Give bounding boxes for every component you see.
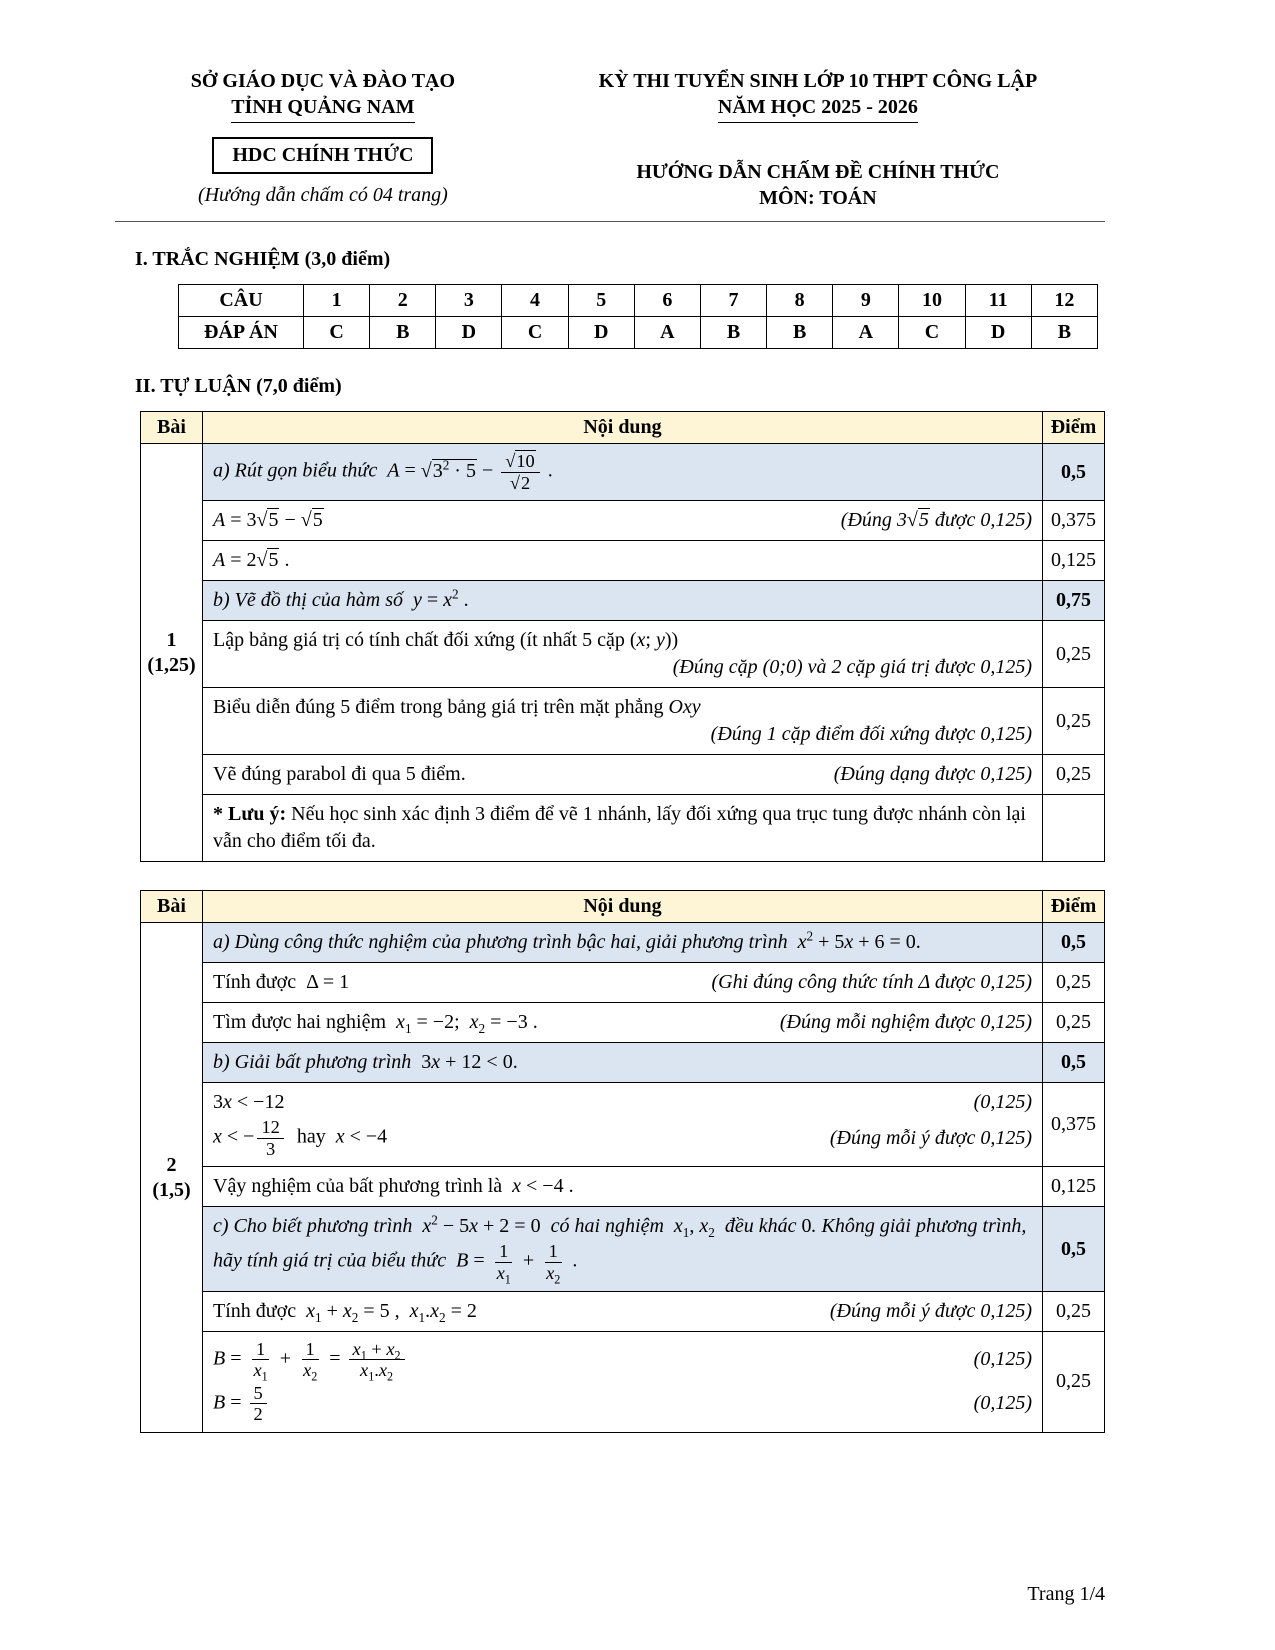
mcq-answer-9: A bbox=[833, 317, 899, 349]
mcq-question-11: 11 bbox=[965, 285, 1031, 317]
subject-title: MÔN: TOÁN bbox=[759, 187, 877, 209]
statement-cell: c) Cho biết phương trình $x^2 - 5x + 2 = 0$ có hai nghiệm $x_1$, $x_2$ đều khác 0. Không giải phương trình, hãy tính giá trị của biểu thức B = $\frac{1}{x_1}$ + $\frac{1}{x_2}$ . bbox=[203, 1207, 1043, 1291]
mcq-label-dapan: ĐÁP ÁN bbox=[179, 317, 304, 349]
mcq-answer-6: A bbox=[634, 317, 700, 349]
exam-title: KỲ THI TUYỂN SINH LỚP 10 THPT CÔNG LẬP bbox=[598, 70, 1038, 92]
score-cell: 0,5 bbox=[1043, 1043, 1105, 1083]
statement-cell: b) Vẽ đồ thị của hàm số $y = x^2$ . bbox=[203, 581, 1043, 621]
essay-table-2 bbox=[140, 890, 1105, 1433]
solution-cell: 3x < −12 (0,125) x < − $\frac{12}{3}$ hay x < −4 (Đúng mỗi ý được 0,125) bbox=[203, 1083, 1043, 1167]
essay-header-bai: Bài bbox=[141, 412, 203, 444]
mcq-answer-3: D bbox=[436, 317, 502, 349]
province-name: TỈNH QUẢNG NAM bbox=[231, 94, 414, 123]
score-cell bbox=[1043, 795, 1105, 862]
statement-cell: a) Dùng công thức nghiệm của phương trình bậc hai, giải phương trình $x^2 + 5x + 6 = 0$. bbox=[203, 923, 1043, 963]
score-cell: 0,25 bbox=[1043, 1003, 1105, 1043]
mcq-answer-table bbox=[178, 284, 1098, 349]
mcq-question-7: 7 bbox=[700, 285, 766, 317]
score-cell: 0,25 bbox=[1043, 688, 1105, 755]
solution-cell: Vẽ đúng parabol đi qua 5 điểm. (Đúng dạng được 0,125) bbox=[203, 755, 1043, 795]
page-number: Trang 1/4 bbox=[1027, 1583, 1105, 1605]
problem-number: 1 (1,25) bbox=[141, 444, 203, 862]
header-left-block bbox=[115, 68, 531, 211]
statement-cell: a) Rút gọn biểu thức $A = √3^2 \cdot 5$ − $\frac{√10}{√2}$ . bbox=[203, 444, 1043, 501]
essay-header-noidung: Nội dung bbox=[203, 412, 1043, 444]
official-stamp: HDC CHÍNH THỨC bbox=[212, 137, 433, 174]
essay-tables bbox=[115, 411, 1105, 1433]
score-cell: 0,375 bbox=[1043, 1083, 1105, 1167]
school-year: NĂM HỌC 2025 - 2026 bbox=[718, 94, 918, 123]
mcq-question-12: 12 bbox=[1031, 285, 1097, 317]
problem-number: 2 (1,5) bbox=[141, 923, 203, 1433]
solution-cell: Tính được $x_1 + x_2 = 5$ , $x_1.x_2 = 2$ (Đúng mỗi ý được 0,125) bbox=[203, 1291, 1043, 1331]
mcq-question-2: 2 bbox=[370, 285, 436, 317]
solution-cell: Tính được Δ = 1 (Ghi đúng công thức tính Δ được 0,125) bbox=[203, 963, 1043, 1003]
mcq-answer-5: D bbox=[568, 317, 634, 349]
mcq-question-9: 9 bbox=[833, 285, 899, 317]
mcq-row-questions bbox=[179, 285, 1098, 317]
mcq-answer-1: C bbox=[304, 317, 370, 349]
score-cell: 0,125 bbox=[1043, 1167, 1105, 1207]
essay-header-bai: Bài bbox=[141, 891, 203, 923]
mcq-answer-2: B bbox=[370, 317, 436, 349]
solution-cell: Lập bảng giá trị có tính chất đối xứng (ít nhất 5 cặp (x; y)) (Đúng cặp (0;0) và 2 cặp giá trị được 0,125) bbox=[203, 621, 1043, 688]
score-cell: 0,25 bbox=[1043, 1291, 1105, 1331]
document-header bbox=[115, 68, 1105, 211]
mcq-answer-10: C bbox=[899, 317, 965, 349]
solution-cell: A = 3√5 − √5 (Đúng 3√5 được 0,125) bbox=[203, 501, 1043, 541]
mcq-question-5: 5 bbox=[568, 285, 634, 317]
answer-key-title: HƯỚNG DẪN CHẤM ĐỀ CHÍNH THỨC bbox=[636, 161, 1000, 183]
statement-cell: b) Giải bất phương trình 3x + 12 < 0. bbox=[203, 1043, 1043, 1083]
header-spacer bbox=[531, 123, 1105, 159]
solution-cell: Biểu diễn đúng 5 điểm trong bảng giá trị trên mặt phẳng Oxy (Đúng 1 cặp điểm đối xứng được 0,125) bbox=[203, 688, 1043, 755]
mcq-answer-11: D bbox=[965, 317, 1031, 349]
solution-cell: Tìm được hai nghiệm $x_1 = -2$; $x_2 = -3$ . (Đúng mỗi nghiệm được 0,125) bbox=[203, 1003, 1043, 1043]
score-cell: 0,5 bbox=[1043, 444, 1105, 501]
mcq-answer-12: B bbox=[1031, 317, 1097, 349]
score-cell: 0,25 bbox=[1043, 755, 1105, 795]
solution-cell: * Lưu ý: Nếu học sinh xác định 3 điểm để vẽ 1 nhánh, lấy đối xứng qua trục tung được nhánh còn lại vẫn cho điểm tối đa. bbox=[203, 795, 1043, 862]
solution-cell: B = $\frac{1}{x_1}$ + $\frac{1}{x_2}$ = $\frac{x_1 + x_2}{x_1.x_2}$ (0,125) B = $\frac{5}{2}$ (0,125) bbox=[203, 1331, 1043, 1432]
score-cell: 0,25 bbox=[1043, 963, 1105, 1003]
header-divider bbox=[115, 221, 1105, 222]
solution-cell: A = 2√5 . bbox=[203, 541, 1043, 581]
score-cell: 0,25 bbox=[1043, 1331, 1105, 1432]
mcq-question-1: 1 bbox=[304, 285, 370, 317]
score-cell: 0,25 bbox=[1043, 621, 1105, 688]
mcq-question-6: 6 bbox=[634, 285, 700, 317]
score-cell: 0,125 bbox=[1043, 541, 1105, 581]
essay-header-diem: Điểm bbox=[1043, 891, 1105, 923]
score-cell: 0,375 bbox=[1043, 501, 1105, 541]
mcq-answer-7: B bbox=[700, 317, 766, 349]
score-cell: 0,5 bbox=[1043, 1207, 1105, 1291]
mcq-question-4: 4 bbox=[502, 285, 568, 317]
score-cell: 0,75 bbox=[1043, 581, 1105, 621]
mcq-question-3: 3 bbox=[436, 285, 502, 317]
essay-header-noidung: Nội dung bbox=[203, 891, 1043, 923]
mcq-label-cau: CÂU bbox=[179, 285, 304, 317]
section-1-title: I. TRẮC NGHIỆM (3,0 điểm) bbox=[135, 248, 391, 270]
mcq-answer-4: C bbox=[502, 317, 568, 349]
solution-cell: Vậy nghiệm của bất phương trình là x < −4 . bbox=[203, 1167, 1043, 1207]
department-name: SỞ GIÁO DỤC VÀ ĐÀO TẠO bbox=[190, 70, 456, 92]
pages-note: (Hướng dẫn chấm có 04 trang) bbox=[197, 184, 448, 206]
section-2-title: II. TỰ LUẬN (7,0 điểm) bbox=[135, 375, 342, 397]
essay-header-diem: Điểm bbox=[1043, 412, 1105, 444]
mcq-question-10: 10 bbox=[899, 285, 965, 317]
mcq-question-8: 8 bbox=[767, 285, 833, 317]
score-cell: 0,5 bbox=[1043, 923, 1105, 963]
header-right-block bbox=[531, 68, 1105, 211]
essay-table-1 bbox=[140, 411, 1105, 862]
mcq-row-answers bbox=[179, 317, 1098, 349]
mcq-answer-8: B bbox=[767, 317, 833, 349]
